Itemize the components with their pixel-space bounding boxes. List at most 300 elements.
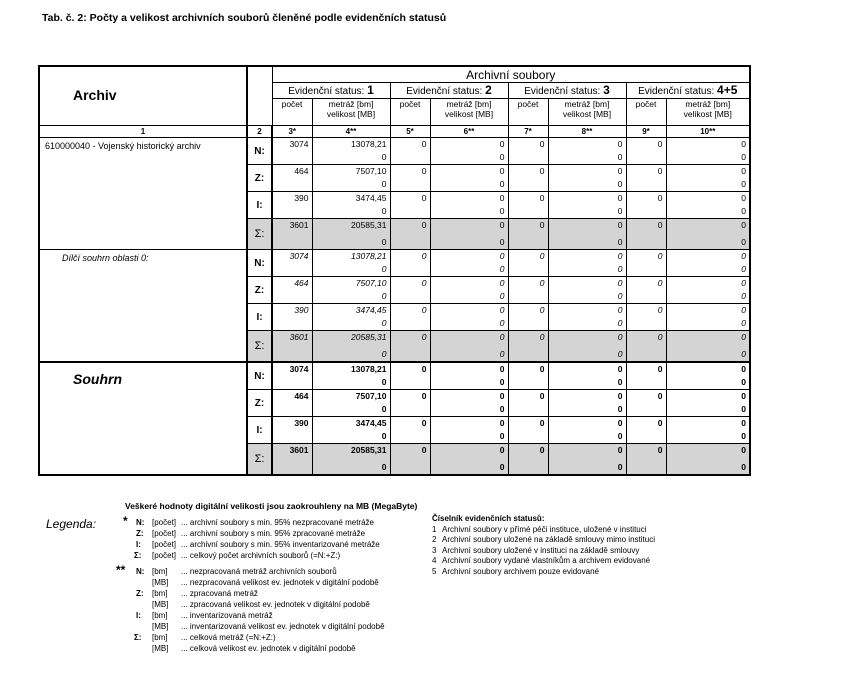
metraz-value: 0 <box>617 418 623 428</box>
count-cell: 0 <box>390 277 430 304</box>
count-cell: 3601 <box>272 219 312 250</box>
legend-unit: [bm] <box>152 611 168 620</box>
mb-value: 0 <box>617 377 623 387</box>
status-codes-title: Číselník evidenčních statusů: <box>432 514 545 523</box>
metraz-value: 0 <box>499 251 505 261</box>
block-name: Dílčí souhrn oblasti 0: <box>39 250 247 363</box>
metraz-value: 0 <box>617 278 623 288</box>
size-cell <box>430 219 508 250</box>
size-cell <box>666 417 750 444</box>
count-cell: 0 <box>508 192 548 219</box>
metraz-value: 0 <box>499 220 505 230</box>
count-cell: 0 <box>390 390 430 417</box>
metraz-value: 0 <box>499 364 505 374</box>
archive-table <box>38 65 751 476</box>
legend-text: ... archivní soubory s min. 95% nezpracované metráže <box>181 518 374 527</box>
mb-value: 0 <box>741 462 746 472</box>
mb-value: 0 <box>741 377 746 387</box>
mb-value: 0 <box>741 206 746 216</box>
size-cell <box>312 250 390 277</box>
status-code-number: 5 <box>432 566 437 576</box>
mb-value: 0 <box>741 152 746 162</box>
count-cell: 0 <box>508 390 548 417</box>
mb-value: 0 <box>499 431 505 441</box>
mb-value: 0 <box>499 404 505 414</box>
mb-value: 0 <box>381 377 387 387</box>
size-cell <box>548 331 626 363</box>
legend-text: ... inventarizovaná velikost ev. jednotek v digitální podobě <box>181 622 385 631</box>
block-name: 610000040 - Vojenský historický archiv <box>39 138 247 250</box>
mb-value: 0 <box>741 318 746 328</box>
size-cell <box>430 331 508 363</box>
legend-text: ... celkový počet archivních souborů (=N:+Z:) <box>181 551 341 560</box>
size-header <box>312 99 390 126</box>
status-number: 2 <box>485 83 492 97</box>
count-cell: 0 <box>508 250 548 277</box>
legend-title: Legenda: <box>46 517 97 531</box>
count-cell: 0 <box>626 165 666 192</box>
legend-text: ... zpracovaná velikost ev. jednotek v digitální podobě <box>181 600 370 609</box>
metraz-value: 0 <box>617 445 623 455</box>
metraz-value: 0 <box>741 364 746 374</box>
metraz-value: 0 <box>499 445 505 455</box>
legend-text: ... nezpracovaná metráž archivních souborů <box>181 567 337 576</box>
metraz-value: 0 <box>617 193 623 203</box>
size-cell <box>312 277 390 304</box>
mb-value: 0 <box>381 291 387 301</box>
row-label: I: <box>247 304 272 331</box>
mb-value: 0 <box>499 291 505 301</box>
size-cell <box>548 165 626 192</box>
metraz-value: 0 <box>741 305 746 315</box>
mb-value: 0 <box>499 264 505 274</box>
mb-value: 0 <box>617 179 623 189</box>
metraz-value: 0 <box>741 220 746 230</box>
count-cell: 0 <box>390 250 430 277</box>
size-header <box>666 99 750 126</box>
size-cell <box>312 165 390 192</box>
count-header: počet <box>626 99 666 126</box>
mb-value: 0 <box>617 152 623 162</box>
legend-key: Z: <box>136 529 144 538</box>
status-code-text: Archivní soubory uložené v instituci na základě smlouvy <box>442 545 640 555</box>
block-name: Souhrn <box>39 362 247 475</box>
metraz-value: 0 <box>741 251 746 261</box>
size-cell <box>666 277 750 304</box>
legend-unit: [MB] <box>152 644 169 653</box>
metraz-value: 0 <box>617 139 623 149</box>
metraz-value: 20585,31 <box>351 445 387 455</box>
legend-unit: [bm] <box>152 633 168 642</box>
count-cell: 0 <box>390 219 430 250</box>
row-label: Σ: <box>247 444 272 476</box>
count-cell: 0 <box>508 165 548 192</box>
count-cell: 0 <box>508 362 548 390</box>
count-cell: 0 <box>626 277 666 304</box>
legend-text: ... archivní soubory s min. 95% zpracované metráže <box>181 529 366 538</box>
status-code-number: 4 <box>432 556 437 565</box>
size-cell <box>666 138 750 165</box>
mb-value: 0 <box>617 206 623 216</box>
column-number: 4** <box>312 126 390 138</box>
count-header: počet <box>390 99 430 126</box>
size-header <box>430 99 508 126</box>
count-cell: 0 <box>390 192 430 219</box>
status-code-number: 2 <box>432 535 437 544</box>
size-cell <box>430 138 508 165</box>
legend-key: N: <box>136 518 145 527</box>
size-cell <box>312 390 390 417</box>
size-label-mb: velikost [MB] <box>683 109 732 119</box>
metraz-value: 0 <box>617 166 623 176</box>
row-label: I: <box>247 417 272 444</box>
legend-text: ... celková metráž (=N:+Z:) <box>181 633 276 642</box>
status-code-text: Archivní soubory uložené na základě smlouvy mimo instituci <box>442 535 655 544</box>
legend-key: Σ: <box>134 551 142 560</box>
count-cell: 0 <box>508 138 548 165</box>
status-number: 3 <box>603 83 610 97</box>
size-label-bm: metráž [bm] <box>446 99 492 109</box>
status-prefix: Evidenční status: <box>638 86 715 97</box>
size-cell <box>430 362 508 390</box>
metraz-value: 0 <box>741 445 746 455</box>
size-cell <box>666 390 750 417</box>
legend-unit: [počet] <box>152 540 177 549</box>
metraz-value: 0 <box>741 332 746 342</box>
metraz-value: 0 <box>617 305 623 315</box>
mb-value: 0 <box>381 318 387 328</box>
count-cell: 0 <box>508 417 548 444</box>
legend-text: ... nezpracovaná velikost ev. jednotek v digitální podobě <box>181 578 379 587</box>
size-label-bm: metráž [bm] <box>685 99 731 109</box>
size-cell <box>312 138 390 165</box>
metraz-value: 20585,31 <box>351 332 387 342</box>
size-label-mb: velikost [MB] <box>562 109 612 119</box>
legend-unit: [bm] <box>152 567 168 576</box>
legend-key: I: <box>136 611 141 620</box>
legend-key: Σ: <box>134 633 142 642</box>
mb-value: 0 <box>617 237 623 247</box>
column-number: 10** <box>666 126 750 138</box>
row-label: Z: <box>247 390 272 417</box>
legend-unit: [počet] <box>152 551 177 560</box>
size-cell <box>312 192 390 219</box>
size-label-mb: velikost [MB] <box>326 109 376 119</box>
count-cell: 0 <box>626 219 666 250</box>
size-cell <box>548 417 626 444</box>
mb-value: 0 <box>617 431 623 441</box>
size-cell <box>548 390 626 417</box>
legend-text: ... archivní soubory s min. 95% inventarizované metráže <box>181 540 380 549</box>
mb-value: 0 <box>741 404 746 414</box>
row-label: Σ: <box>247 219 272 250</box>
mb-value: 0 <box>381 206 387 216</box>
count-cell: 0 <box>626 417 666 444</box>
status-code-text: Archivní soubory v přímé péči instituce, uložené v instituci <box>442 524 647 534</box>
size-cell <box>312 219 390 250</box>
metraz-value: 7507,10 <box>355 166 387 176</box>
metraz-value: 13078,21 <box>351 139 387 149</box>
row-label: N: <box>247 250 272 277</box>
legend-text: ... zpracovaná metráž <box>181 589 258 598</box>
size-cell <box>430 277 508 304</box>
mb-value: 0 <box>381 462 387 472</box>
status-prefix: Evidenční status: <box>406 86 483 97</box>
count-cell: 3601 <box>272 444 312 476</box>
count-cell: 0 <box>626 444 666 476</box>
size-cell <box>666 165 750 192</box>
size-label-bm: metráž [bm] <box>564 99 610 109</box>
row-label: N: <box>247 138 272 165</box>
legend-text: ... celková velikost ev. jednotek v digitální podobě <box>181 644 356 653</box>
count-cell: 0 <box>390 165 430 192</box>
size-cell <box>548 219 626 250</box>
column-number: 1 <box>39 126 247 138</box>
count-cell: 0 <box>508 331 548 363</box>
status-header-2 <box>390 83 508 99</box>
size-cell <box>548 277 626 304</box>
size-cell <box>548 250 626 277</box>
size-cell <box>548 138 626 165</box>
mb-value: 0 <box>617 291 623 301</box>
archiv-header: Archiv <box>39 66 247 126</box>
count-cell: 0 <box>626 138 666 165</box>
count-cell: 0 <box>390 362 430 390</box>
mb-value: 0 <box>381 404 387 414</box>
mb-value: 0 <box>381 179 387 189</box>
size-cell <box>666 362 750 390</box>
mb-value: 0 <box>617 318 623 328</box>
count-cell: 0 <box>508 444 548 476</box>
size-cell <box>312 444 390 476</box>
size-cell <box>548 444 626 476</box>
status-code-number: 1 <box>432 524 437 534</box>
status-code-text: Archivní soubory vydané vlastníkům a archivem evidované <box>442 556 651 565</box>
metraz-value: 0 <box>617 332 623 342</box>
size-cell <box>666 331 750 363</box>
metraz-value: 0 <box>741 418 746 428</box>
metraz-value: 0 <box>499 139 505 149</box>
size-cell <box>548 192 626 219</box>
size-cell <box>666 250 750 277</box>
count-cell: 0 <box>390 444 430 476</box>
page-title: Tab. č. 2: Počty a velikost archivních souborů členěné podle evidenčních statusů <box>42 12 447 24</box>
mb-value: 0 <box>499 179 505 189</box>
mb-value: 0 <box>499 377 505 387</box>
size-cell <box>312 331 390 363</box>
archivni-soubory-header: Archivní soubory <box>272 66 750 83</box>
size-header <box>548 99 626 126</box>
metraz-value: 20585,31 <box>351 220 387 230</box>
count-cell: 390 <box>272 192 312 219</box>
count-cell: 0 <box>390 138 430 165</box>
metraz-value: 0 <box>741 278 746 288</box>
column-number: 6** <box>430 126 508 138</box>
row-label: N: <box>247 362 272 390</box>
mb-value: 0 <box>741 237 746 247</box>
metraz-value: 13078,21 <box>351 251 387 261</box>
column-number: 9* <box>626 126 666 138</box>
status-header-4 <box>626 83 750 99</box>
mb-value: 0 <box>617 264 623 274</box>
legend-star-count: * <box>123 514 128 528</box>
status-code-item <box>432 556 655 567</box>
row-label: I: <box>247 192 272 219</box>
count-cell: 464 <box>272 165 312 192</box>
count-cell: 3074 <box>272 362 312 390</box>
metraz-value: 0 <box>741 193 746 203</box>
status-code-item <box>432 567 655 578</box>
rounding-note: Veškeré hodnoty digitální velikosti jsou zaokrouhleny na MB (MegaByte) <box>125 501 418 511</box>
size-cell <box>312 304 390 331</box>
metraz-value: 0 <box>499 166 505 176</box>
count-cell: 3601 <box>272 331 312 363</box>
count-cell: 464 <box>272 277 312 304</box>
size-cell <box>312 362 390 390</box>
size-cell <box>666 192 750 219</box>
status-code-item <box>432 546 655 557</box>
size-cell <box>666 219 750 250</box>
count-cell: 0 <box>508 277 548 304</box>
metraz-value: 0 <box>741 139 746 149</box>
mb-value: 0 <box>381 431 387 441</box>
legend-unit: [počet] <box>152 518 177 527</box>
mb-value: 0 <box>617 349 623 359</box>
metraz-value: 0 <box>617 391 623 401</box>
count-cell: 0 <box>626 192 666 219</box>
count-header: počet <box>272 99 312 126</box>
count-cell: 0 <box>626 390 666 417</box>
mb-value: 0 <box>499 462 505 472</box>
metraz-value: 0 <box>499 305 505 315</box>
legend-unit: [bm] <box>152 589 168 598</box>
metraz-value: 0 <box>741 166 746 176</box>
count-cell: 390 <box>272 304 312 331</box>
count-cell: 0 <box>508 219 548 250</box>
mb-value: 0 <box>499 318 505 328</box>
size-label-mb: velikost [MB] <box>444 109 494 119</box>
size-cell <box>430 390 508 417</box>
size-label-bm: metráž [bm] <box>328 99 374 109</box>
metraz-value: 0 <box>741 391 746 401</box>
legend-unit: [MB] <box>152 578 169 587</box>
mb-value: 0 <box>741 264 746 274</box>
row-label: Z: <box>247 165 272 192</box>
status-prefix: Evidenční status: <box>288 86 365 97</box>
metraz-value: 0 <box>499 193 505 203</box>
metraz-value: 3474,45 <box>355 193 387 203</box>
count-cell: 0 <box>508 304 548 331</box>
mb-value: 0 <box>617 462 623 472</box>
column-number: 2 <box>247 126 272 138</box>
row-label: Σ: <box>247 331 272 363</box>
mb-value: 0 <box>381 152 387 162</box>
size-cell <box>548 362 626 390</box>
count-cell: 0 <box>626 362 666 390</box>
metraz-value: 7507,10 <box>355 391 387 401</box>
size-cell <box>666 304 750 331</box>
status-code-number: 3 <box>432 545 437 555</box>
mb-value: 0 <box>741 431 746 441</box>
metraz-value: 0 <box>617 251 623 261</box>
size-cell <box>430 192 508 219</box>
metraz-value: 0 <box>499 278 505 288</box>
metraz-value: 0 <box>499 391 505 401</box>
legend-star-size: ** <box>116 563 126 577</box>
size-cell <box>430 417 508 444</box>
mb-value: 0 <box>499 206 505 216</box>
count-cell: 3074 <box>272 138 312 165</box>
count-cell: 0 <box>626 304 666 331</box>
mb-value: 0 <box>741 179 746 189</box>
count-cell: 0 <box>626 250 666 277</box>
mb-value: 0 <box>741 349 746 359</box>
size-cell <box>430 444 508 476</box>
mb-value: 0 <box>381 349 387 359</box>
column-number: 8** <box>548 126 626 138</box>
status-code-item <box>432 525 655 536</box>
count-cell: 390 <box>272 417 312 444</box>
size-cell <box>666 444 750 476</box>
metraz-value: 0 <box>499 418 505 428</box>
mb-value: 0 <box>381 264 387 274</box>
mb-value: 0 <box>617 404 623 414</box>
status-number: 4+5 <box>717 83 738 97</box>
status-codes <box>432 514 655 577</box>
status-code-text: Archivní soubory archivem pouze evidované <box>442 566 599 576</box>
mb-value: 0 <box>381 237 387 247</box>
mb-value: 0 <box>499 152 505 162</box>
size-cell <box>430 250 508 277</box>
metraz-value: 13078,21 <box>351 364 387 374</box>
count-cell: 0 <box>626 331 666 363</box>
legend-unit: [MB] <box>152 622 169 631</box>
legend-key: N: <box>136 567 145 576</box>
metraz-value: 3474,45 <box>355 305 387 315</box>
size-cell <box>548 304 626 331</box>
column-number: 3* <box>272 126 312 138</box>
count-cell: 0 <box>390 331 430 363</box>
mb-value: 0 <box>499 349 505 359</box>
metraz-value: 0 <box>499 332 505 342</box>
metraz-value: 3474,45 <box>355 418 387 428</box>
status-code-item <box>432 535 655 546</box>
size-cell <box>430 304 508 331</box>
legend-key: I: <box>136 540 141 549</box>
row-label: Z: <box>247 277 272 304</box>
status-number: 1 <box>367 83 374 97</box>
mb-value: 0 <box>499 237 505 247</box>
legend-unit: [počet] <box>152 529 177 538</box>
metraz-value: 0 <box>617 220 623 230</box>
legend-unit: [MB] <box>152 600 169 609</box>
status-prefix: Evidenční status: <box>524 86 601 97</box>
metraz-value: 7507,10 <box>355 278 387 288</box>
count-cell: 0 <box>390 417 430 444</box>
size-cell <box>312 417 390 444</box>
count-cell: 0 <box>390 304 430 331</box>
column-number: 7* <box>508 126 548 138</box>
mb-value: 0 <box>741 291 746 301</box>
count-cell: 464 <box>272 390 312 417</box>
status-header-3 <box>508 83 626 99</box>
count-header: počet <box>508 99 548 126</box>
legend-key: Z: <box>136 589 144 598</box>
count-cell: 3074 <box>272 250 312 277</box>
metraz-value: 0 <box>617 364 623 374</box>
size-cell <box>430 165 508 192</box>
column-number: 5* <box>390 126 430 138</box>
